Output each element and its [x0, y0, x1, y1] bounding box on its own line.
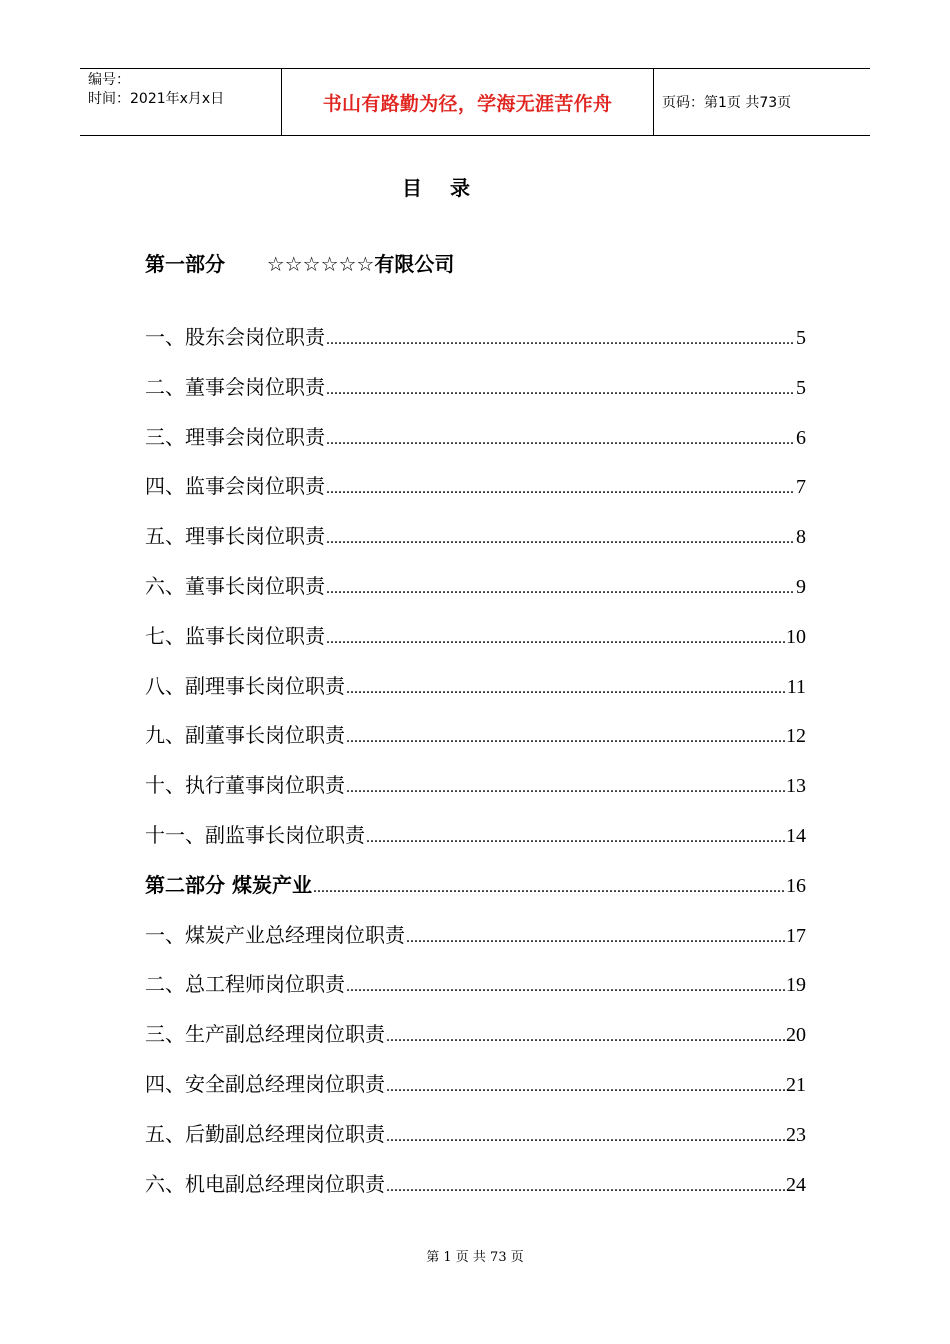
time-label: 时间：2021年x月x日 — [88, 91, 225, 107]
toc-entry[interactable] — [145, 920, 806, 970]
toc-entry[interactable] — [145, 621, 806, 671]
toc-entry-page: 16 — [786, 874, 806, 897]
toc-dot-leader — [346, 972, 785, 1002]
toc-entry-page: 14 — [786, 824, 806, 847]
toc-entry-title: 十一、副监事长岗位职责 — [145, 822, 365, 847]
toc-entry-title: 三、理事会岗位职责 — [145, 424, 325, 449]
toc-entry-page: 17 — [786, 924, 806, 947]
toc-entry-title: 一、煤炭产业总经理岗位职责 — [145, 922, 405, 947]
toc-entry-page: 5 — [796, 327, 806, 349]
toc-dot-leader — [326, 624, 785, 654]
toc-entry-title: 一、股东会岗位职责 — [145, 325, 325, 349]
toc-entry-title: 第二部分 煤炭产业 — [145, 872, 312, 897]
toc-entry[interactable] — [145, 770, 806, 820]
toc-dot-leader — [326, 375, 795, 405]
toc-entry-title: 六、机电副总经理岗位职责 — [145, 1171, 385, 1196]
toc-dot-leader — [326, 474, 795, 504]
toc-entry[interactable] — [145, 372, 806, 422]
toc-entry-title: 三、生产副总经理岗位职责 — [145, 1022, 385, 1047]
toc-entry-page: 11 — [786, 675, 806, 698]
toc-entry[interactable] — [145, 1169, 806, 1219]
header-page-info: 页码：第1页 共73页 — [662, 95, 792, 111]
toc-entry-page: 7 — [796, 476, 806, 499]
toc-entry[interactable] — [145, 820, 806, 870]
toc-entry[interactable] — [145, 571, 806, 621]
toc-dot-leader — [326, 325, 795, 355]
toc-entry-page: 19 — [786, 974, 806, 997]
toc-entry[interactable] — [145, 521, 806, 571]
toc-dot-leader — [326, 425, 795, 455]
toc-entry[interactable] — [145, 671, 806, 721]
toc-dot-leader — [326, 524, 795, 554]
toc-entry[interactable] — [145, 1119, 806, 1169]
toc-dot-leader — [346, 773, 785, 803]
toc-entry-title: 十、执行董事岗位职责 — [145, 773, 345, 798]
toc-entry[interactable] — [145, 720, 806, 770]
toc-entry-page: 23 — [786, 1123, 806, 1146]
toc-entry[interactable] — [145, 969, 806, 1019]
toc-entry-title: 四、安全副总经理岗位职责 — [145, 1071, 385, 1096]
toc-dot-leader — [386, 1172, 785, 1202]
toc-entry-page: 8 — [796, 526, 806, 549]
header-meta-cell — [80, 69, 282, 135]
toc-entry-title: 二、总工程师岗位职责 — [145, 972, 345, 997]
toc-dot-leader — [386, 1072, 785, 1102]
toc-entry-title: 六、董事长岗位职责 — [145, 573, 325, 598]
toc-entry-title: 八、副理事长岗位职责 — [145, 673, 345, 698]
toc-entry[interactable] — [145, 870, 806, 920]
toc-entry-title: 九、副董事长岗位职责 — [145, 723, 345, 748]
number-label: 编号： — [88, 72, 130, 88]
toc-title: 目录 — [402, 176, 498, 200]
toc-dot-leader — [346, 674, 786, 704]
toc-entry-page: 6 — [796, 426, 806, 449]
toc-entry-title: 四、监事会岗位职责 — [145, 474, 325, 499]
toc-dot-leader — [406, 923, 785, 953]
toc-entry[interactable] — [145, 1069, 806, 1119]
toc-entry-page: 12 — [786, 725, 806, 748]
toc-dot-leader — [366, 823, 785, 853]
toc-dot-leader — [326, 574, 795, 604]
toc-dot-leader — [386, 1122, 785, 1152]
part-one-heading: 第一部分 ☆☆☆☆☆☆有限公司 — [145, 252, 455, 276]
toc-dot-leader — [346, 723, 785, 753]
toc-entry-page: 24 — [786, 1173, 806, 1196]
toc-entry[interactable] — [145, 1019, 806, 1069]
toc-entry-page: 5 — [796, 376, 806, 399]
toc-list — [145, 322, 806, 1218]
toc-entry-title: 五、后勤副总经理岗位职责 — [145, 1121, 385, 1146]
toc-entry-title: 五、理事长岗位职责 — [145, 524, 325, 549]
header-motto: 书山有路勤为径，学海无涯苦作舟 — [282, 69, 654, 135]
toc-dot-leader — [313, 873, 785, 903]
toc-dot-leader — [386, 1022, 785, 1052]
toc-entry-title: 二、董事会岗位职责 — [145, 374, 325, 399]
toc-entry-page: 10 — [786, 625, 806, 648]
toc-entry-page: 20 — [786, 1024, 806, 1047]
toc-entry[interactable] — [145, 322, 806, 372]
toc-entry-title: 七、监事长岗位职责 — [145, 623, 325, 648]
toc-entry-page: 9 — [796, 575, 806, 598]
toc-entry-page: 21 — [786, 1073, 806, 1096]
toc-entry[interactable] — [145, 471, 806, 521]
page-header — [80, 68, 870, 136]
page-footer: 第 1 页 共 73 页 — [426, 1250, 524, 1265]
toc-entry[interactable] — [145, 422, 806, 472]
toc-entry-page: 13 — [786, 775, 806, 798]
